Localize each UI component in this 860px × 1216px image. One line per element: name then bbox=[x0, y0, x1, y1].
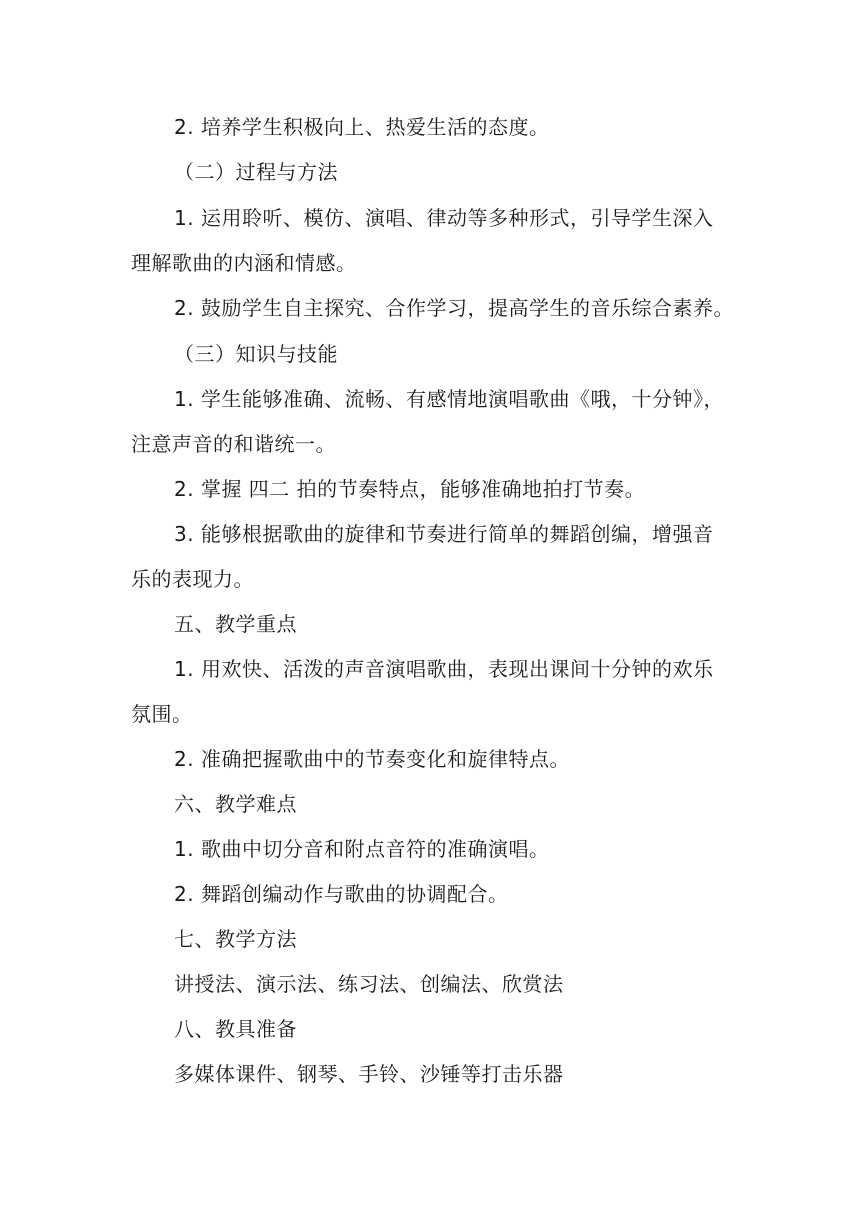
paragraph-line: 1. 歌曲中切分音和附点音符的准确演唱。 bbox=[174, 837, 550, 861]
paragraph-line: 1. 用欢快、活泼的声音演唱歌曲，表现出课间十分钟的欢乐 bbox=[174, 657, 714, 681]
paragraph-line: 3. 能够根据歌曲的旋律和节奏进行简单的舞蹈创编，增强音 bbox=[174, 522, 714, 546]
paragraph-line: 2. 掌握 四二 拍的节奏特点，能够准确地拍打节奏。 bbox=[174, 477, 646, 501]
paragraph-line: 讲授法、演示法、练习法、创编法、欣赏法 bbox=[174, 972, 564, 996]
paragraph-line: 氛围。 bbox=[131, 702, 193, 726]
paragraph-line: 2. 准确把握歌曲中的节奏变化和旋律特点。 bbox=[174, 747, 570, 771]
section-heading: （二）过程与方法 bbox=[174, 160, 338, 184]
paragraph-line: 1. 运用聆听、模仿、演唱、律动等多种形式，引导学生深入 bbox=[174, 206, 714, 230]
paragraph-line: 2. 鼓励学生自主探究、合作学习，提高学生的音乐综合素养。 bbox=[174, 296, 734, 320]
section-heading: 八、教具准备 bbox=[174, 1017, 297, 1041]
paragraph-line: 乐的表现力。 bbox=[131, 567, 254, 591]
section-heading: 七、教学方法 bbox=[174, 927, 297, 951]
paragraph-line: 1. 学生能够准确、流畅、有感情地演唱歌曲《哦，十分钟》， bbox=[174, 387, 724, 411]
paragraph-line: 理解歌曲的内涵和情感。 bbox=[131, 251, 357, 275]
paragraph-line: 2. 舞蹈创编动作与歌曲的协调配合。 bbox=[174, 882, 509, 906]
section-heading: （三）知识与技能 bbox=[174, 342, 338, 366]
paragraph-line: 注意声音的和谐统一。 bbox=[131, 432, 336, 456]
section-heading: 五、教学重点 bbox=[174, 612, 297, 636]
section-heading: 六、教学难点 bbox=[174, 792, 297, 816]
paragraph-line: 2. 培养学生积极向上、热爱生活的态度。 bbox=[174, 115, 550, 139]
paragraph-line: 多媒体课件、钢琴、手铃、沙锤等打击乐器 bbox=[174, 1062, 564, 1086]
